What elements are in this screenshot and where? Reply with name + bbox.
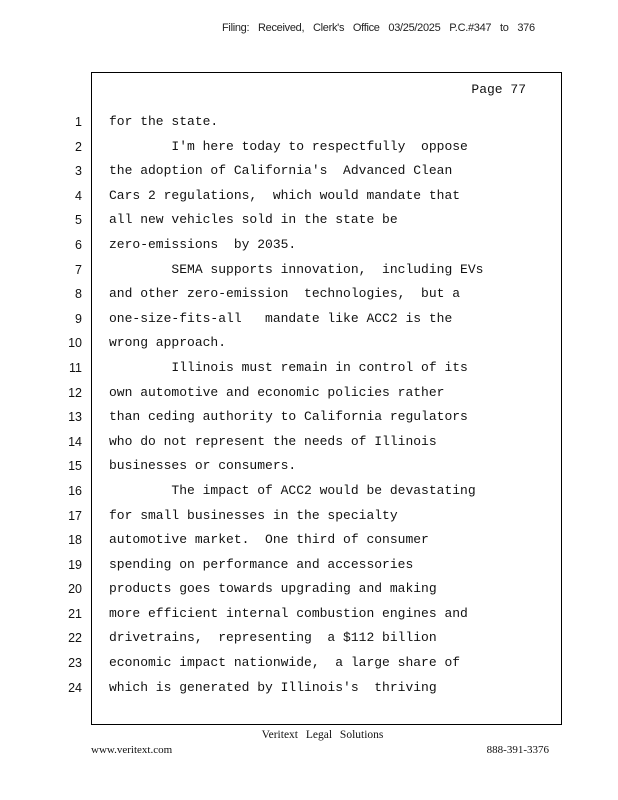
line-number: 1 bbox=[75, 115, 82, 129]
line-number: 18 bbox=[68, 533, 82, 548]
transcript-line: The impact of ACC2 would be devastating bbox=[109, 482, 476, 498]
footer-website: www.veritext.com bbox=[91, 744, 173, 756]
line-number: 6 bbox=[75, 237, 82, 252]
transcript-line: businesses or consumers. bbox=[109, 458, 297, 474]
line-number: 17 bbox=[68, 508, 82, 523]
footer-company: Veritext Legal Solutions bbox=[261, 729, 384, 741]
transcript-line: SEMA supports innovation, including EVs bbox=[109, 261, 484, 277]
transcript-line: automotive market. One third of consumer bbox=[109, 532, 429, 548]
page-number: Page 77 bbox=[471, 82, 526, 97]
transcript-line: zero-emissions by 2035. bbox=[109, 236, 297, 252]
transcript-line: drivetrains, representing a $112 billion bbox=[109, 630, 437, 646]
transcript-line: economic impact nationwide, a large share of bbox=[109, 655, 461, 671]
line-number: 12 bbox=[68, 385, 82, 400]
transcript-line: all new vehicles sold in the state be bbox=[109, 212, 398, 228]
transcript-line: which is generated by Illinois's thriving bbox=[109, 679, 437, 695]
transcript-line: one-size-fits-all mandate like ACC2 is the bbox=[109, 310, 453, 326]
line-number: 4 bbox=[75, 188, 82, 203]
line-number: 11 bbox=[69, 360, 82, 375]
transcript-line: I'm here today to respectfully oppose bbox=[109, 138, 468, 154]
line-number: 5 bbox=[75, 213, 82, 228]
transcript-line: and other zero-emission technologies, but a bbox=[109, 286, 461, 302]
transcript-line: wrong approach. bbox=[109, 335, 227, 351]
line-number: 19 bbox=[68, 557, 82, 572]
filing-stamp: Filing: Received, Clerk's Office 03/25/2025 P.C.#347 to 376 bbox=[222, 22, 535, 34]
line-number: 21 bbox=[68, 606, 82, 621]
line-number-column bbox=[60, 110, 82, 700]
line-number: 14 bbox=[68, 434, 82, 449]
transcript-line: for the state. bbox=[109, 114, 219, 129]
transcript-line: who do not represent the needs of Illinois bbox=[109, 433, 437, 449]
transcript-line: the adoption of California's Advanced Clean bbox=[109, 163, 453, 179]
line-number: 9 bbox=[75, 311, 82, 326]
line-number: 3 bbox=[75, 164, 82, 179]
line-number: 15 bbox=[68, 459, 82, 474]
line-number: 8 bbox=[75, 287, 82, 302]
transcript-line: more efficient internal combustion engines and bbox=[109, 605, 468, 621]
transcript-line: own automotive and economic policies rather bbox=[109, 384, 445, 400]
transcript-line: for small businesses in the specialty bbox=[109, 507, 398, 523]
transcript-line: products goes towards upgrading and making bbox=[109, 581, 437, 597]
transcript-line: spending on performance and accessories bbox=[109, 556, 414, 572]
line-number: 16 bbox=[68, 483, 82, 498]
line-number: 10 bbox=[68, 336, 82, 351]
line-number: 24 bbox=[68, 680, 82, 695]
line-number: 23 bbox=[68, 656, 82, 671]
transcript-body bbox=[109, 110, 549, 700]
line-number: 13 bbox=[68, 410, 82, 425]
transcript-line: Illinois must remain in control of its bbox=[109, 359, 468, 375]
footer-phone: 888-391-3376 bbox=[486, 744, 549, 756]
line-number: 20 bbox=[68, 582, 82, 597]
line-number: 2 bbox=[75, 139, 82, 154]
transcript-line: Cars 2 regulations, which would mandate that bbox=[109, 187, 461, 203]
transcript-line: than ceding authority to California regulators bbox=[109, 409, 468, 425]
line-number: 22 bbox=[68, 631, 82, 646]
line-number: 7 bbox=[75, 262, 82, 277]
